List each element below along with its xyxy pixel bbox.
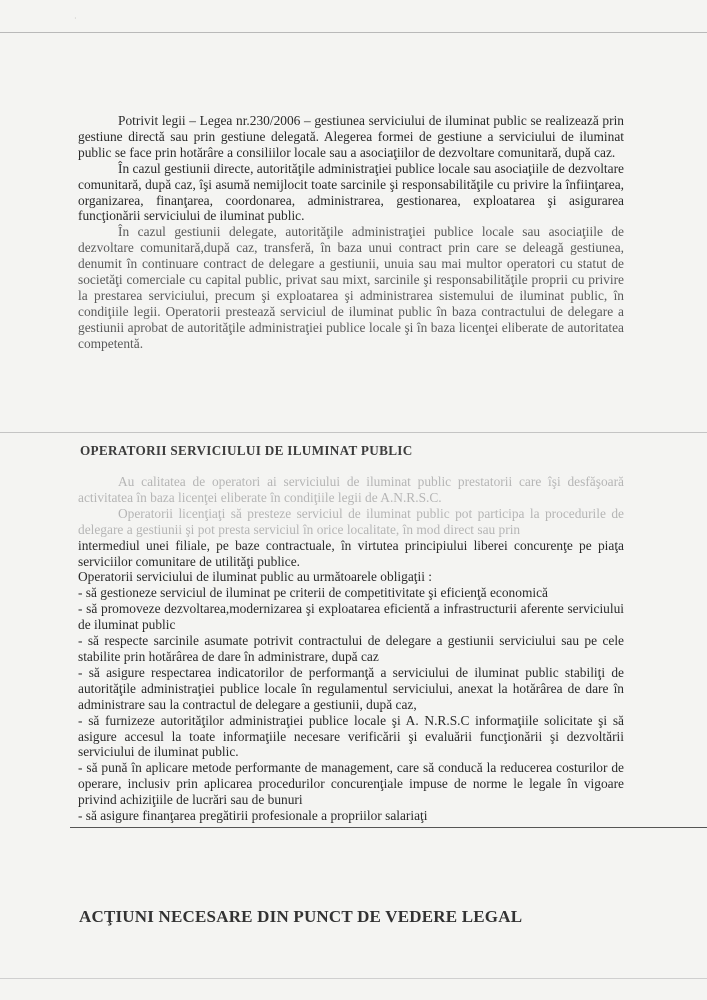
obligation-item: - să promoveze dezvoltarea,modernizarea şi exploatarea eficientă a infrastructurii aferente serviciului de iluminat public (78, 601, 624, 633)
intro-paragraph-3: În cazul gestiunii delegate, autorităţile administraţiei publice locale sau asociaţiile de dezvoltare comunitară,după caz, transferă, în baza unui contract prin care se deleagă gestiunea, denumit în continuare contract de delegare a gestiunii, unuia sau mai multor operatori cu statut de societăţi comerciale cu capital public, privat sau mixt, sarcinile şi responsabilităţile proprii cu privire la prestarea serviciului, precum şi exploatarea şi administrarea sistemului de iluminat public, în condiţiile legii. Operatorii prestează serviciul de iluminat public în baza contractului de delegare a gestiunii aprobat de autorităţile administraţiei publice locale şi în baza licenţei eliberate de autoritatea competentă. (78, 224, 624, 351)
bottom-divider (0, 978, 707, 979)
scan-line (70, 827, 707, 828)
obligation-item: - să respecte sarcinile asumate potrivit contractului de delegare a gestiunii serviciului sau pe cele stabilite prin hotărârea de dare în administrare, după caz (78, 633, 624, 664)
intro-paragraph-1: Potrivit legii – Legea nr.230/2006 – gestiunea serviciului de iluminat public se realizează prin gestiune directă sau prin gestiune delegată. Alegerea formei de gestiune a serviciului de iluminat public se face prin hotărâre a consiliilor locale sau a asociaţiilor de dezvoltare comunitară, după caz. (78, 113, 624, 160)
operators-heading: OPERATORII SERVICIULUI DE ILUMINAT PUBLIC (80, 443, 413, 458)
operators-paragraph-2-rest: intermediul unei filiale, pe baze contractuale, în virtutea principiului liberei concurenţe pe piaţa serviciilor comunitare de utilităţi publice. (78, 537, 624, 569)
legal-actions-heading: ACŢIUNI NECESARE DIN PUNCT DE VEDERE LEGAL (79, 907, 523, 926)
operators-faded-paragraph: Au calitatea de operatori ai serviciului de iluminat public prestatorii care îşi desfăşoară activitatea în baza licenţei eliberate în condiţiile legii de A.N.R.S.C. (78, 474, 624, 505)
obligation-item: - să asigure respectarea indicatorilor de performanţă a serviciului de iluminat public stabiliţi de autorităţile administraţiei publice locale în regulamentul serviciului, anexat la hotărârea de dare în administrare sau la contractul de delegare a gestiunii, după caz, (78, 664, 624, 712)
obligation-item: - să furnizeze autorităţilor administraţiei publice locale şi A. N.R.S.C informaţiile solicitate şi să asigure accesul la toate informaţiile necesare verificării şi evaluării funcţionării şi dezvoltării serviciului de iluminat public. (78, 712, 624, 760)
obligations-intro: Operatorii serviciului de iluminat public au următoarele obligaţii : (78, 569, 433, 585)
middle-divider (0, 432, 707, 433)
operators-text (78, 474, 624, 824)
intro-paragraph-2: În cazul gestiunii directe, autorităţile administraţiei publice locale sau asociaţiile de dezvoltare comunitară, după caz, îşi asumă nemijlocit toate sarcinile şi responsabilităţile cu privire la înfiinţarea, organizarea, finanţarea, coordonarea, administrarea, gestionarea, exploatarea şi asigurarea funcţionării serviciului de iluminat public. (78, 160, 624, 224)
operators-faded-paragraph-2: Operatorii licenţiaţi să presteze serviciul de iluminat public pot participa la procedurile de delegare a gestiunii şi pot presta serviciul în orice localitate, în mod direct sau prin (78, 505, 624, 537)
top-divider (0, 32, 707, 33)
scan-speck: · (74, 14, 77, 23)
intro-text (78, 113, 624, 352)
obligation-item: - să gestioneze serviciul de iluminat pe criterii de competitivitate şi eficienţă economică (78, 585, 548, 601)
obligation-item: - să pună în aplicare metode performante de management, care să conducă la reducerea costurilor de operare, inclusiv prin aplicarea procedurilor concurenţiale impuse de norme le legale în vigoare privind achiziţiile de lucrări sau de bunuri (78, 760, 624, 808)
obligation-item: - să asigure finanţarea pregătirii profesionale a propriilor salariaţi (78, 808, 428, 824)
